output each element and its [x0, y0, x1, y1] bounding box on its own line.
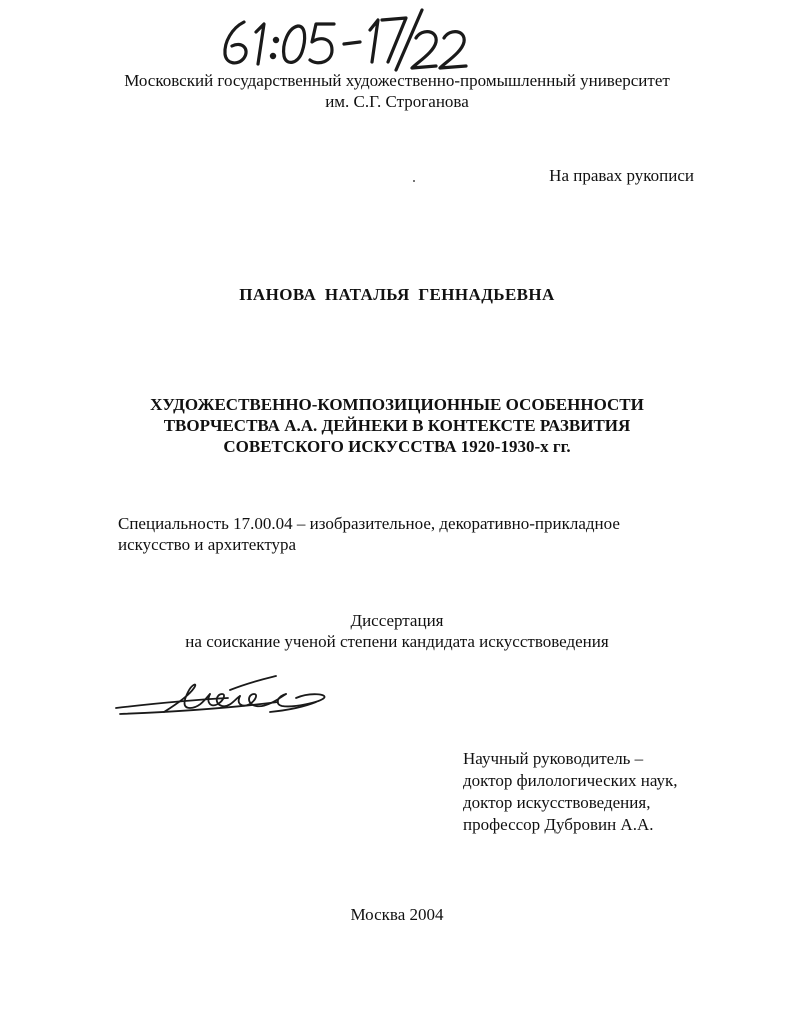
rights-note: На правах рукописи: [549, 166, 694, 185]
university-line-2: им. С.Г. Строганова: [325, 92, 469, 111]
supervisor-line-3: доктор искусствоведения,: [463, 793, 651, 812]
specialty-line-2: искусство и архитектура: [118, 535, 297, 554]
dissertation-type: [0, 610, 794, 652]
specialty-line-1: Специальность 17.00.04 – изобразительное, декоративно-прикладное: [118, 514, 620, 533]
supervisor-line-4: профессор Дубровин А.А.: [463, 815, 654, 834]
author-signature: [110, 668, 350, 728]
dissertation-line-2: на соискание ученой степени кандидата искусствоведения: [185, 632, 609, 651]
author-name: ПАНОВА НАТАЛЬЯ ГЕННАДЬЕВНА: [239, 285, 555, 304]
specialty: [118, 513, 718, 555]
dissertation-title: [0, 394, 794, 457]
title-line-2: ТВОРЧЕСТВА А.А. ДЕЙНЕКИ В КОНТЕКСТЕ РАЗВИТИЯ: [163, 416, 631, 435]
city-year: Москва 2004: [350, 905, 444, 924]
title-line-3: СОВЕТСКОГО ИСКУССТВА 1920-1930-х гг.: [223, 437, 571, 456]
university-line-1: Московский государственный художественно-промышленный университет: [124, 71, 670, 90]
university-name: [0, 70, 794, 112]
handwritten-catalog-number: [210, 8, 480, 78]
dissertation-line-1: Диссертация: [350, 611, 444, 630]
scientific-supervisor: [463, 748, 763, 836]
title-line-1: ХУДОЖЕСТВЕННО-КОМПОЗИЦИОННЫЕ ОСОБЕННОСТИ: [150, 395, 644, 414]
supervisor-line-2: доктор филологических наук,: [463, 771, 678, 790]
supervisor-line-1: Научный руководитель –: [463, 749, 644, 768]
